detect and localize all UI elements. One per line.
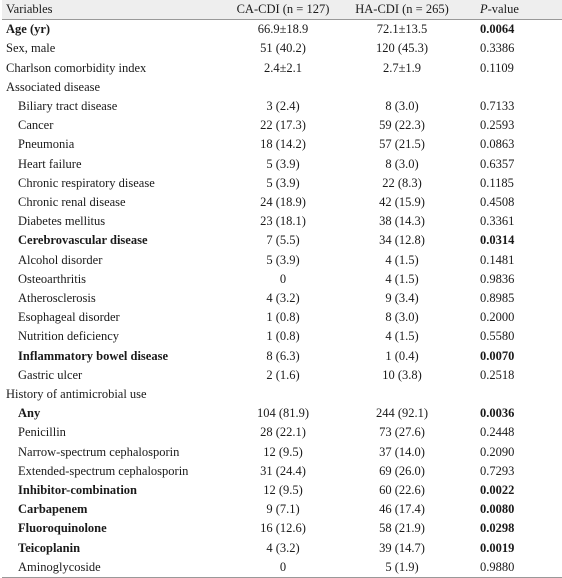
variable-cell: Nutrition deficiency — [18, 329, 120, 344]
p-value-cell: 0.0863 — [480, 137, 515, 152]
variable-cell: Teicoplanin — [18, 540, 81, 555]
table-row — [2, 481, 562, 500]
variable-cell: Penicillin — [18, 425, 66, 440]
ha-cdi-cell: 244 (92.1) — [375, 406, 429, 421]
ha-cdi-cell: 8 (3.0) — [385, 156, 419, 171]
table-row — [2, 289, 562, 308]
p-value-cell — [466, 78, 562, 97]
p-value-cell: 0.0314 — [480, 233, 515, 248]
ca-cdi-cell: 12 (9.5) — [263, 483, 303, 498]
table-row — [2, 404, 562, 423]
ca-cdi-cell: 2.4±2.1 — [263, 60, 303, 75]
p-value-cell: 0.6357 — [480, 156, 515, 171]
p-value-cell: 0.1185 — [480, 175, 514, 190]
ha-cdi-cell: 60 (22.6) — [379, 483, 425, 498]
ha-cdi-cell: 8 (3.0) — [385, 310, 419, 325]
p-value-cell: 0.0080 — [480, 502, 515, 517]
ha-cdi-cell: 72.1±13.5 — [376, 22, 428, 37]
ca-cdi-cell: 4 (3.2) — [266, 291, 300, 306]
variable-cell: Fluoroquinolone — [18, 521, 107, 536]
ha-cdi-cell: 59 (22.3) — [379, 118, 425, 133]
table-row — [2, 423, 562, 442]
variable-cell: Associated disease — [6, 79, 101, 94]
variable-cell: Extended-spectrum cephalosporin — [18, 463, 189, 478]
table-row — [2, 443, 562, 462]
p-value-cell: 0.5580 — [480, 329, 515, 344]
ha-cdi-cell: 73 (27.6) — [379, 425, 425, 440]
ca-cdi-cell: 0 — [228, 558, 338, 578]
ca-cdi-cell — [228, 78, 338, 97]
variable-cell: Inflammatory bowel disease — [18, 348, 168, 363]
ha-cdi-cell: 4 (1.5) — [385, 252, 419, 267]
variable-cell: Atherosclerosis — [18, 291, 96, 306]
p-value-cell: 0.8985 — [480, 291, 515, 306]
table-row — [2, 366, 562, 385]
p-value-cell: 0.7133 — [480, 99, 515, 114]
p-value-cell: 0.0064 — [480, 22, 515, 37]
table-row — [2, 78, 562, 97]
table-row — [2, 462, 562, 481]
header-ha-cdi: HA-CDI (n = 265) — [338, 0, 466, 20]
variable-cell: Alcohol disorder — [18, 252, 103, 267]
header-p-value — [466, 0, 562, 20]
table-row — [2, 231, 562, 250]
ca-cdi-cell: 5 (3.9) — [266, 252, 300, 267]
p-value-cell: 0.2593 — [480, 118, 515, 133]
ca-cdi-cell: 3 (2.4) — [266, 99, 300, 114]
table-row — [2, 174, 562, 193]
table-row — [2, 500, 562, 519]
p-value-cell: 0.7293 — [480, 463, 515, 478]
ca-cdi-cell: 5 (3.9) — [266, 175, 300, 190]
p-value-cell: 0.0019 — [480, 540, 515, 555]
variable-cell: Osteoarthritis — [18, 271, 87, 286]
variable-cell: Cerebrovascular disease — [18, 233, 148, 248]
p-value-cell: 0.0022 — [480, 483, 515, 498]
p-value-cell: 0.2000 — [480, 310, 515, 325]
ha-cdi-cell: 57 (21.5) — [379, 137, 425, 152]
table-row — [2, 20, 562, 40]
p-value-cell: 0.2448 — [480, 425, 515, 440]
table-row — [2, 193, 562, 212]
p-value-cell: 0.2518 — [480, 367, 515, 382]
ca-cdi-cell: 104 (81.9) — [256, 406, 310, 421]
ha-cdi-cell: 38 (14.3) — [379, 214, 425, 229]
p-value-cell: 0.3386 — [480, 41, 515, 56]
p-value-cell: 0.9836 — [480, 271, 515, 286]
p-value-cell: 0.1481 — [480, 252, 515, 267]
table-row — [2, 97, 562, 116]
ha-cdi-cell: 69 (26.0) — [379, 463, 425, 478]
ca-cdi-cell: 24 (18.9) — [260, 195, 306, 210]
table-row — [2, 116, 562, 135]
ca-cdi-cell: 51 (40.2) — [260, 41, 306, 56]
table-row — [2, 251, 562, 270]
ha-cdi-cell — [338, 385, 466, 404]
ha-cdi-cell — [338, 78, 466, 97]
table-row — [2, 539, 562, 558]
ca-cdi-cell: 1 (0.8) — [266, 310, 300, 325]
ca-cdi-cell: 12 (9.5) — [263, 444, 303, 459]
variable-cell: Carbapenem — [18, 502, 88, 517]
table-row — [2, 212, 562, 231]
variable-cell: Chronic respiratory disease — [18, 175, 155, 190]
header-variables: Variables — [2, 0, 228, 20]
table-row — [2, 327, 562, 346]
ca-cdi-cell: 0 — [279, 271, 287, 286]
p-value-cell: 0.0070 — [480, 348, 515, 363]
ha-cdi-cell: 46 (17.4) — [379, 502, 425, 517]
ca-cdi-cell: 7 (5.5) — [266, 233, 300, 248]
variable-cell: Charlson comorbidity index — [6, 60, 147, 75]
p-value-cell: 0.9880 — [466, 558, 562, 578]
ha-cdi-cell: 4 (1.5) — [385, 271, 419, 286]
header-row — [2, 0, 562, 20]
table-row — [2, 135, 562, 154]
ca-cdi-cell: 22 (17.3) — [260, 118, 306, 133]
ca-cdi-cell: 4 (3.2) — [266, 540, 300, 555]
table-row — [2, 39, 562, 58]
ca-cdi-cell: 31 (24.4) — [260, 463, 306, 478]
table-row — [2, 347, 562, 366]
header-p-letter: P — [480, 2, 488, 16]
variable-cell: Biliary tract disease — [18, 99, 118, 114]
header-ca-cdi: CA-CDI (n = 127) — [228, 0, 338, 20]
table-row — [2, 59, 562, 78]
variable-cell: Cancer — [18, 118, 54, 133]
variable-cell: Sex, male — [6, 41, 56, 56]
table-row — [2, 558, 562, 578]
p-value-cell: 0.1109 — [480, 60, 514, 75]
variable-cell: Any — [18, 406, 41, 421]
variable-cell: Narrow-spectrum cephalosporin — [18, 444, 180, 459]
ha-cdi-cell: 42 (15.9) — [379, 195, 425, 210]
variable-cell: Heart failure — [18, 156, 82, 171]
ha-cdi-cell: 8 (3.0) — [385, 99, 419, 114]
ha-cdi-cell: 2.7±1.9 — [382, 60, 422, 75]
header-p-suffix: -value — [487, 2, 519, 16]
ha-cdi-cell: 4 (1.5) — [385, 329, 419, 344]
ha-cdi-cell: 58 (21.9) — [379, 521, 425, 536]
comparison-table — [2, 0, 562, 578]
variable-cell: Inhibitor-combination — [18, 483, 138, 498]
ha-cdi-cell: 37 (14.0) — [379, 444, 425, 459]
variable-cell: Gastric ulcer — [18, 367, 83, 382]
ha-cdi-cell: 5 (1.9) — [338, 558, 466, 578]
p-value-cell: 0.3361 — [480, 214, 515, 229]
variable-cell: Esophageal disorder — [18, 310, 120, 325]
ha-cdi-cell: 120 (45.3) — [375, 41, 429, 56]
ca-cdi-cell: 1 (0.8) — [266, 329, 300, 344]
variable-cell: Diabetes mellitus — [18, 214, 106, 229]
p-value-cell: 0.2090 — [480, 444, 515, 459]
variable-cell: Age (yr) — [6, 22, 51, 37]
ha-cdi-cell: 39 (14.7) — [379, 540, 425, 555]
table-row — [2, 385, 562, 404]
p-value-cell — [466, 385, 562, 404]
ha-cdi-cell: 1 (0.4) — [385, 348, 419, 363]
table-row — [2, 308, 562, 327]
ha-cdi-cell: 34 (12.8) — [379, 233, 425, 248]
table-row — [2, 270, 562, 289]
ca-cdi-cell — [228, 385, 338, 404]
ca-cdi-cell: 5 (3.9) — [266, 156, 300, 171]
ha-cdi-cell: 9 (3.4) — [385, 291, 419, 306]
p-value-cell: 0.0298 — [480, 521, 515, 536]
table-row — [2, 155, 562, 174]
variable-cell: Pneumonia — [18, 137, 75, 152]
ca-cdi-cell: 28 (22.1) — [260, 425, 306, 440]
ca-cdi-cell: 23 (18.1) — [260, 214, 306, 229]
ha-cdi-cell: 10 (3.8) — [382, 367, 422, 382]
variable-cell: Aminoglycoside — [2, 558, 228, 578]
table-row — [2, 519, 562, 538]
ca-cdi-cell: 8 (6.3) — [266, 348, 300, 363]
ca-cdi-cell: 18 (14.2) — [260, 137, 306, 152]
ca-cdi-cell: 9 (7.1) — [266, 502, 300, 517]
variable-cell: Chronic renal disease — [18, 195, 126, 210]
table-header — [2, 0, 562, 20]
ca-cdi-cell: 16 (12.6) — [260, 521, 306, 536]
ha-cdi-cell: 22 (8.3) — [382, 175, 422, 190]
ca-cdi-cell: 66.9±18.9 — [257, 22, 309, 37]
variable-cell: History of antimicrobial use — [6, 387, 147, 402]
p-value-cell: 0.4508 — [480, 195, 515, 210]
ca-cdi-cell: 2 (1.6) — [266, 367, 300, 382]
p-value-cell: 0.0036 — [480, 406, 515, 421]
table-body — [2, 20, 562, 578]
